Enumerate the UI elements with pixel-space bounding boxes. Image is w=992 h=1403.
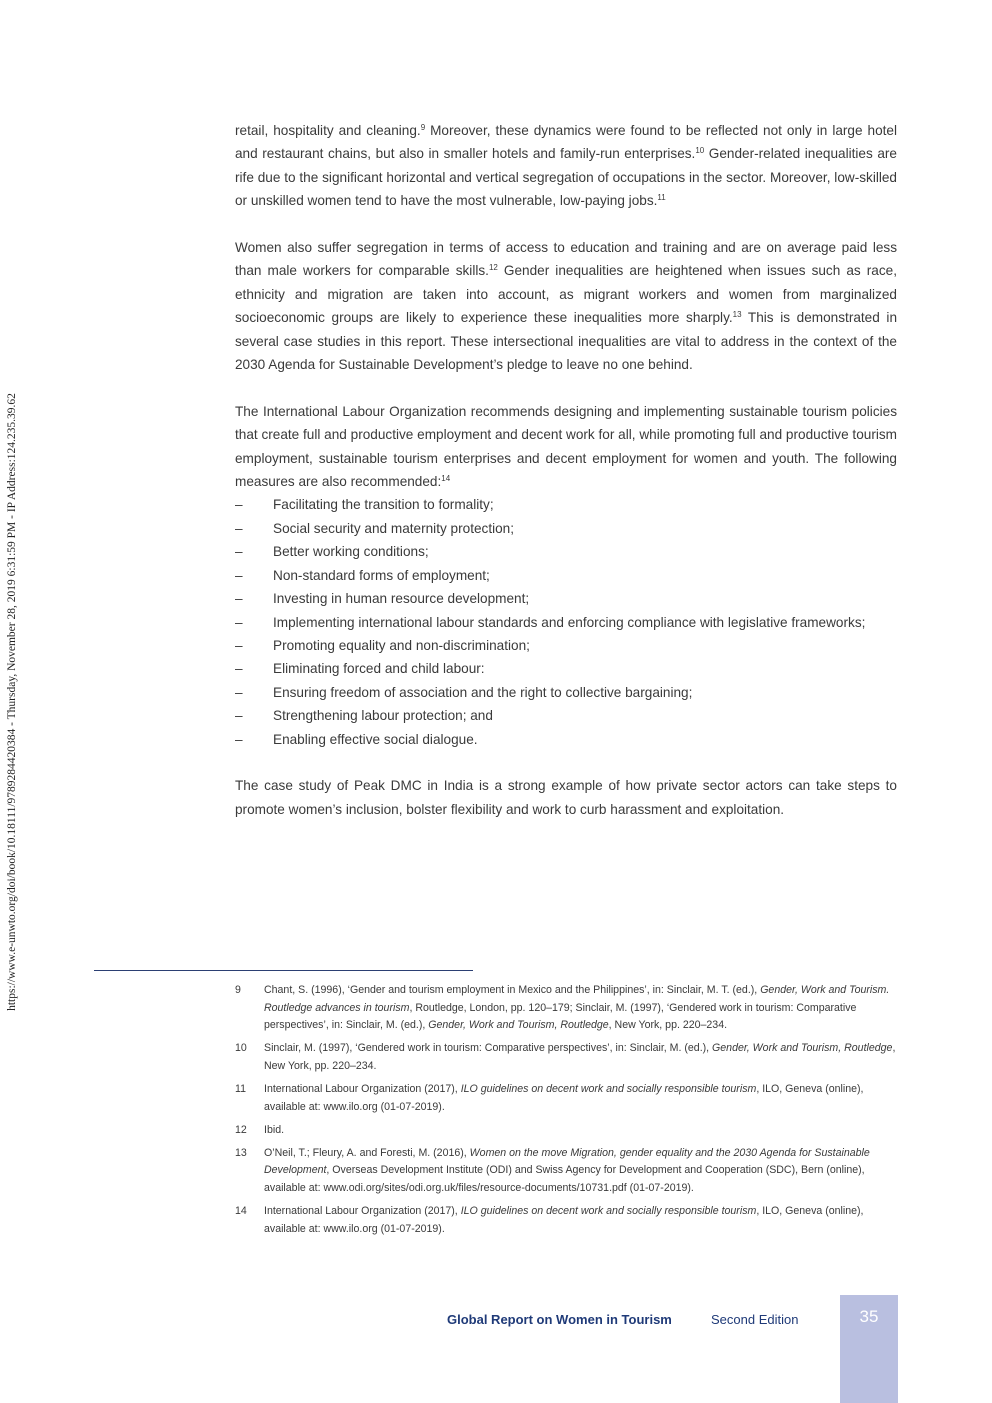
footnote-text: , Routledge, London, pp. 120–179; Sinclair, M. (1997), ‘Gendered work in tourism: Comparative perspectives’, in: Sinclair, M. (ed.), [264, 1001, 857, 1032]
list-item [235, 540, 897, 563]
dash-bullet: – [235, 520, 243, 536]
dash-bullet: – [235, 708, 243, 724]
text-run: This is demonstrated in several case studies in this report. These intersectional inequalities are vital to address in the context of the 2030 Agenda for Sustainable Development’s pledge to leave no one behind. [235, 310, 898, 373]
list-item-text: Non-standard forms of employment; [273, 567, 490, 583]
footnote-ref-10[interactable]: 10 [695, 146, 705, 156]
text-run: Women also suffer segregation in terms of access to education and training and are on average paid less than male workers for comparable skills. [235, 240, 897, 279]
page-number-tab [840, 1295, 898, 1403]
list-item-text: Social security and maternity protection; [273, 520, 515, 536]
footnote-text: International Labour Organization (2017), [264, 1082, 461, 1095]
footnote-text: International Labour Organization (2017), [264, 1205, 461, 1218]
footnote-11 [235, 1081, 897, 1116]
list-item-text: Eliminating forced and child labour: [273, 661, 485, 677]
list-item [235, 611, 897, 634]
body-text [235, 119, 897, 821]
footnote-number: 10 [235, 1042, 247, 1055]
footnote-ref-11[interactable]: 11 [657, 193, 666, 203]
paragraph-1 [235, 119, 897, 213]
footnote-text: , ILO, Geneva (online), available at: www.ilo.org (01-07-2019). [264, 1205, 864, 1235]
list-item [235, 587, 897, 610]
list-item [235, 564, 897, 587]
footnote-text: Sinclair, M. (1997), ‘Gendered work in tourism: Comparative perspectives’, in: Sinclair, M. (ed.), [264, 1042, 713, 1055]
list-item [235, 517, 897, 540]
footnote-text: , Overseas Development Institute (ODI) and Swiss Agency for Development and Cooperation (SDC), Bern (online), available at: www.odi.org/sites/odi.org.uk/files/resource-documents/10731.pdf (01-07-2019). [264, 1164, 865, 1194]
report-edition: Second Edition [711, 1312, 799, 1327]
list-item [235, 634, 897, 657]
dash-bullet: – [235, 614, 243, 630]
footnote-number: 9 [235, 984, 241, 996]
list-item-text: Promoting equality and non-discrimination; [273, 637, 530, 653]
footnote-13 [235, 1145, 897, 1198]
paragraph-2 [235, 236, 897, 376]
list-item-text: Implementing international labour standards and enforcing compliance with legislative frameworks; [273, 614, 866, 630]
footnote-ref-12[interactable]: 12 [488, 263, 498, 273]
footnote-divider [94, 970, 473, 971]
dash-bullet: – [235, 591, 243, 607]
list-item [235, 728, 897, 751]
footnote-text: , New York, pp. 220–234. [264, 1042, 896, 1072]
footnote-text: , ILO, Geneva (online), available at: www.ilo.org (01-07-2019). [264, 1082, 864, 1113]
footnote-number: 12 [235, 1123, 247, 1136]
list-item-text: Investing in human resource development; [273, 591, 530, 607]
dash-bullet: – [235, 497, 243, 513]
footnote-ref-13[interactable]: 13 [732, 310, 742, 320]
footnote-text: Ibid. [264, 1123, 285, 1136]
footnote-number: 14 [235, 1205, 247, 1218]
footnote-9 [235, 982, 897, 1035]
measures-list [235, 493, 897, 750]
footnote-text: O’Neil, T.; Fleury, A. and Foresti, M. (2016), [264, 1146, 470, 1159]
list-item-text: Enabling effective social dialogue. [273, 731, 478, 747]
paragraph-4: The case study of Peak DMC in India is a strong example of how private sector actors can take steps to promote women’s inclusion, bolster flexibility and work to curb harassment and exploitation. [235, 778, 897, 817]
footnote-text: , New York, pp. 220–234. [608, 1019, 728, 1032]
list-item-text: Facilitating the transition to formality; [273, 497, 494, 513]
list-item-text: Strengthening labour protection; and [273, 708, 493, 724]
footnote-title: Gender, Work and Tourism. Routledge advances in tourism [264, 984, 890, 1014]
list-item [235, 704, 897, 727]
footnote-ref-14[interactable]: 14 [441, 474, 451, 484]
dash-bullet: – [235, 731, 243, 747]
footnote-number: 13 [235, 1146, 247, 1159]
list-item [235, 681, 897, 704]
text-run: Moreover, these dynamics were found to be reflected not only in large hotel and restaurant chains, but also in smaller hotels and family-run enterprises. [235, 123, 897, 162]
footnote-title: Gender, Work and Tourism, Routledge [428, 1019, 609, 1032]
dash-bullet: – [235, 544, 243, 560]
dash-bullet: – [235, 661, 243, 677]
footnote-ref-9[interactable]: 9 [420, 123, 426, 132]
list-item-text: Better working conditions; [273, 544, 429, 560]
download-stamp: https://www.e-unwto.org/doi/book/10.18111/9789284420384 - Thursday, November 28, 2019 6:31:59 PM - IP Address:124.235.39.62 [6, 393, 18, 1011]
text-run: The International Labour Organization recommends designing and implementing sustainable tourism policies that create full and productive employment and decent work for all, while promoting full and productive tourism employment, sustainable tourism enterprises and decent employment for women and youth. The following measures are also recommended: [235, 403, 897, 490]
list-item [235, 657, 897, 680]
footnote-title: ILO guidelines on decent work and socially responsible tourism [460, 1082, 757, 1095]
footnote-text: Chant, S. (1996), ‘Gender and tourism employment in Mexico and the Philippines’, in: Sinclair, M. T. (ed.), [264, 984, 761, 996]
page-number: 35 [859, 1307, 879, 1326]
text-run: Gender inequalities are heightened when issues such as race, ethnicity and migration are taken into account, as migrant workers and women from marginalized socioeconomic groups are likely to experience these inequalities more sharply. [235, 263, 897, 326]
footnote-title: ILO guidelines on decent work and socially responsible tourism [460, 1205, 757, 1218]
report-title: Global Report on Women in Tourism [447, 1312, 672, 1327]
footnote-10 [235, 1040, 897, 1075]
footnote-title: Women on the move Migration, gender equality and the 2030 Agenda for Sustainable Development [264, 1146, 870, 1177]
footnote-title: Gender, Work and Tourism, Routledge [712, 1042, 893, 1055]
footnotes [235, 982, 897, 1244]
dash-bullet: – [235, 637, 243, 653]
paragraph-3 [235, 400, 897, 494]
footnote-12 [235, 1122, 897, 1140]
footnote-14 [235, 1203, 897, 1238]
dash-bullet: – [235, 567, 243, 583]
text-run: retail, hospitality and cleaning. [235, 123, 421, 138]
list-item-text: Ensuring freedom of association and the right to collective bargaining; [273, 684, 693, 700]
list-item [235, 493, 897, 516]
text-run: Gender-related inequalities are rife due to the significant horizontal and vertical segregation of occupations in the sector. Moreover, low-skilled or unskilled women tend to have the most vulnerable, low-paying jobs. [235, 146, 897, 209]
footnote-number: 11 [235, 1082, 246, 1095]
dash-bullet: – [235, 684, 243, 700]
